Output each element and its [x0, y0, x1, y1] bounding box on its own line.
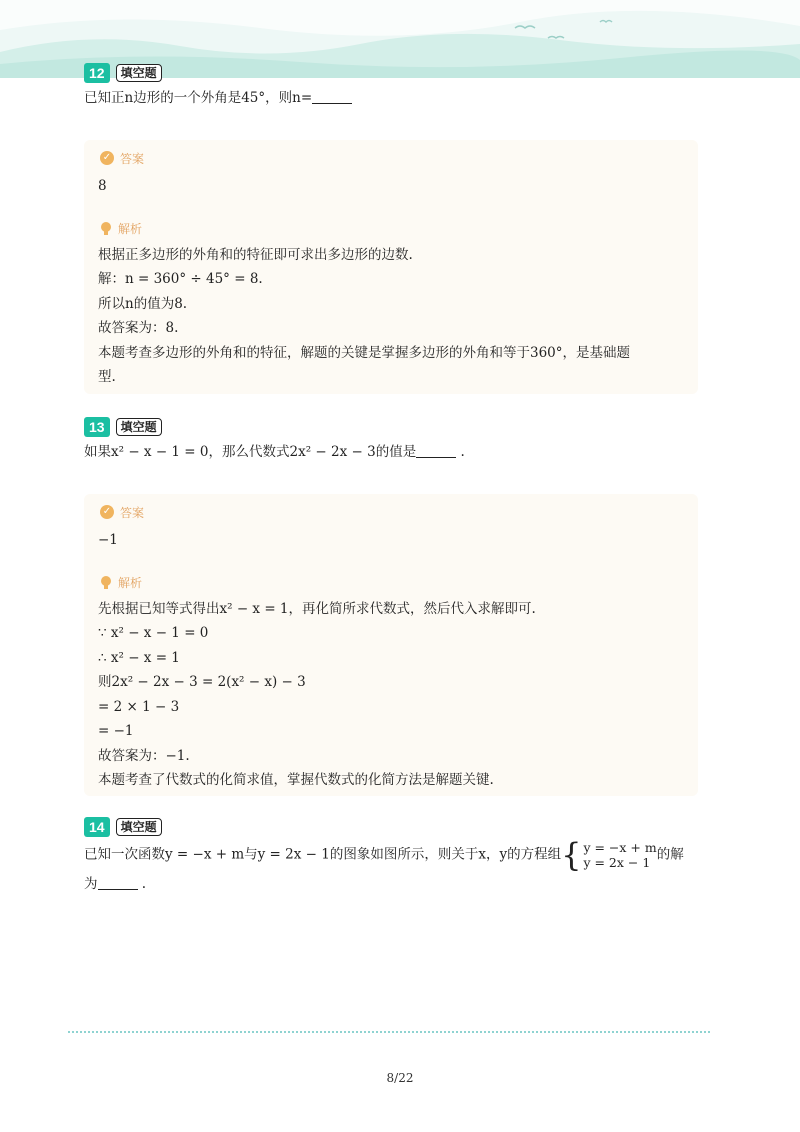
question-number: 14: [84, 817, 110, 837]
answer-heading: ✓ 答案: [100, 502, 698, 522]
question-14: [84, 816, 724, 896]
lightbulb-icon: [100, 576, 112, 590]
check-icon: ✓: [100, 505, 114, 519]
question-stem: 已知一次函数y = −x + m与y = 2x − 1的图象如图所示，则关于x，y的方程组 { y = −x + m y = 2x − 1 的解: [84, 836, 684, 874]
answer-text: 8: [98, 178, 107, 194]
question-12: [84, 62, 724, 110]
answer-blank: [416, 443, 456, 458]
footer-divider: [68, 1031, 710, 1033]
question-type-badge: 填空题: [116, 64, 162, 82]
question-13: [84, 416, 724, 464]
analysis-heading: 解析: [100, 573, 698, 593]
question-type-badge: 填空题: [116, 418, 162, 436]
page-number: 8/22: [386, 1071, 414, 1085]
answer-text: −1: [98, 532, 118, 548]
question-number: 13: [84, 417, 110, 437]
lightbulb-icon: [100, 222, 112, 236]
solution-panel-12: [84, 140, 698, 394]
analysis-text: 根据正多边形的外角和的特征即可求出多边形的边数. 解：n = 360° ÷ 45° = 8. 所以n的值为8. 故答案为：8. 本题考查多边形的外角和的特征，解题的关键是掌握多边形的外角和等于360°，是基础题 型.: [98, 246, 631, 385]
solution-panel-13: [84, 494, 698, 796]
question-stem-line2: 为 .: [84, 876, 147, 892]
analysis-heading: 解析: [100, 219, 698, 239]
question-stem: 已知正n边形的一个外角是45°，则n=: [84, 86, 724, 110]
question-type-badge: 填空题: [116, 818, 162, 836]
answer-heading: ✓ 答案: [100, 148, 698, 168]
check-icon: ✓: [100, 151, 114, 165]
question-stem: 如果x² − x − 1 = 0，那么代数式2x² − 2x − 3的值是 .: [84, 444, 465, 460]
answer-blank: [98, 875, 138, 890]
equation-system: { y = −x + m y = 2x − 1: [561, 836, 657, 874]
analysis-text: 先根据已知等式得出x² − x = 1，再化简所求代数式，然后代入求解即可. ∵ x² − x − 1 = 0 ∴ x² − x = 1 则2x² − 2x − 3 = 2(x² − x) − 3 = 2 × 1 − 3 = −1 故答案为：−1. 本题考查了代数式的化简求值，掌握代数式的化简方法是解题关键.: [98, 600, 536, 788]
answer-blank: [312, 89, 352, 104]
question-number: 12: [84, 63, 110, 83]
